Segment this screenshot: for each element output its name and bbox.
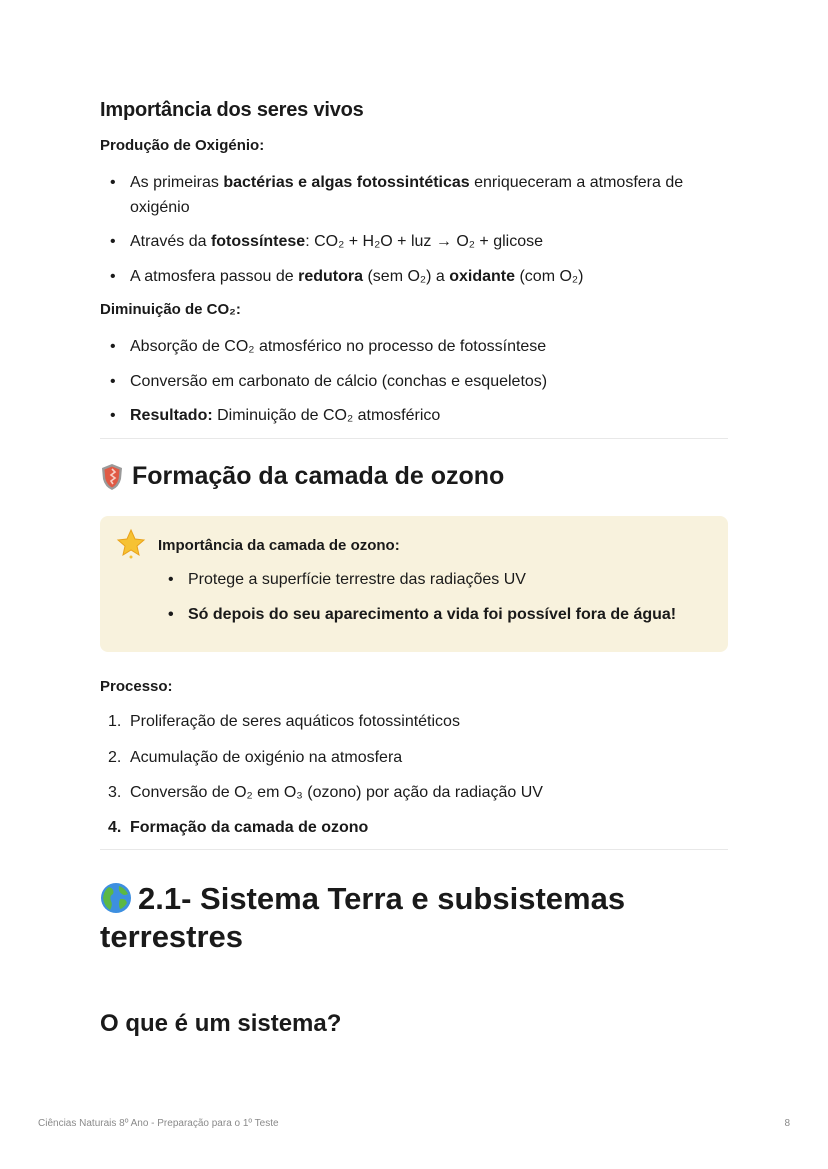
list-item: • Absorção de CO₂ atmosférico no processo de fotossíntese [130,334,730,359]
globe-icon [100,882,132,914]
step-item [108,780,730,805]
step-item [108,709,730,734]
text: Acumulação de oxigénio na atmosfera [130,749,403,766]
co2-label: Diminuição de CO₂: [100,301,241,318]
text: : CO₂ + H₂O + luz → O₂ + glicose [305,233,544,250]
text: As primeiras [130,174,224,191]
list-item [130,229,730,254]
subheading-what-is-system: O que é um sistema? [100,1010,342,1037]
text: (com O₂) [515,268,584,285]
section-heading-ozone [100,462,504,491]
page-number: 8 [784,1118,790,1129]
text: Formação da camada de ozono [130,819,369,836]
divider [100,849,728,850]
heading-text: 2.1- Sistema Terra e subsistemas terrestres [100,881,626,954]
process-label: Processo: [100,678,173,695]
list-item [130,403,730,428]
oxygen-label: Produção de Oxigénio: [100,137,265,154]
text: A atmosfera passou de [130,268,299,285]
divider [100,438,728,439]
bold-text: redutora [298,268,364,285]
bold-text: Resultado: [130,407,213,424]
heading-text: Formação da camada de ozono [132,462,505,490]
footer-title: Ciências Naturais 8º Ano - Preparação para o 1º Teste [38,1118,279,1129]
bold-text: bactérias e algas fotossintéticas [223,174,470,191]
step-item [108,745,730,770]
list-item [130,264,730,289]
list-item: • Conversão em carbonato de cálcio (conchas e esqueletos) [130,369,730,394]
text: (sem O₂) a [363,268,450,285]
list-item: • Só depois do seu aparecimento a vida foi possível fora de água! [188,602,718,627]
step-item [108,815,730,840]
text: Conversão de O₂ em O₃ (ozono) por ação da radiação UV [130,784,543,801]
text: Proliferação de seres aquáticos fotossintéticos [130,713,460,730]
section-heading-earth-system [100,880,720,956]
step-number: 1. [108,713,122,730]
shield-icon [100,463,124,491]
text: Diminuição de CO₂ atmosférico [212,407,441,424]
bold-text: fotossíntese [210,233,306,250]
text: Através da [130,233,211,250]
callout-title: Importância da camada de ozono: [158,537,400,554]
text: enriqueceram a atmosfera de oxigénio [130,174,684,216]
callout-box [100,516,728,652]
star-icon [116,528,146,560]
step-number: 3. [108,784,122,801]
section-heading-importance: Importância dos seres vivos [100,99,364,121]
step-number: 2. [108,749,122,766]
list-item: • Protege a superfície terrestre das radiações UV [188,567,708,592]
list-item [130,170,730,220]
step-number: 4. [108,819,122,836]
bold-text: oxidante [449,268,516,285]
